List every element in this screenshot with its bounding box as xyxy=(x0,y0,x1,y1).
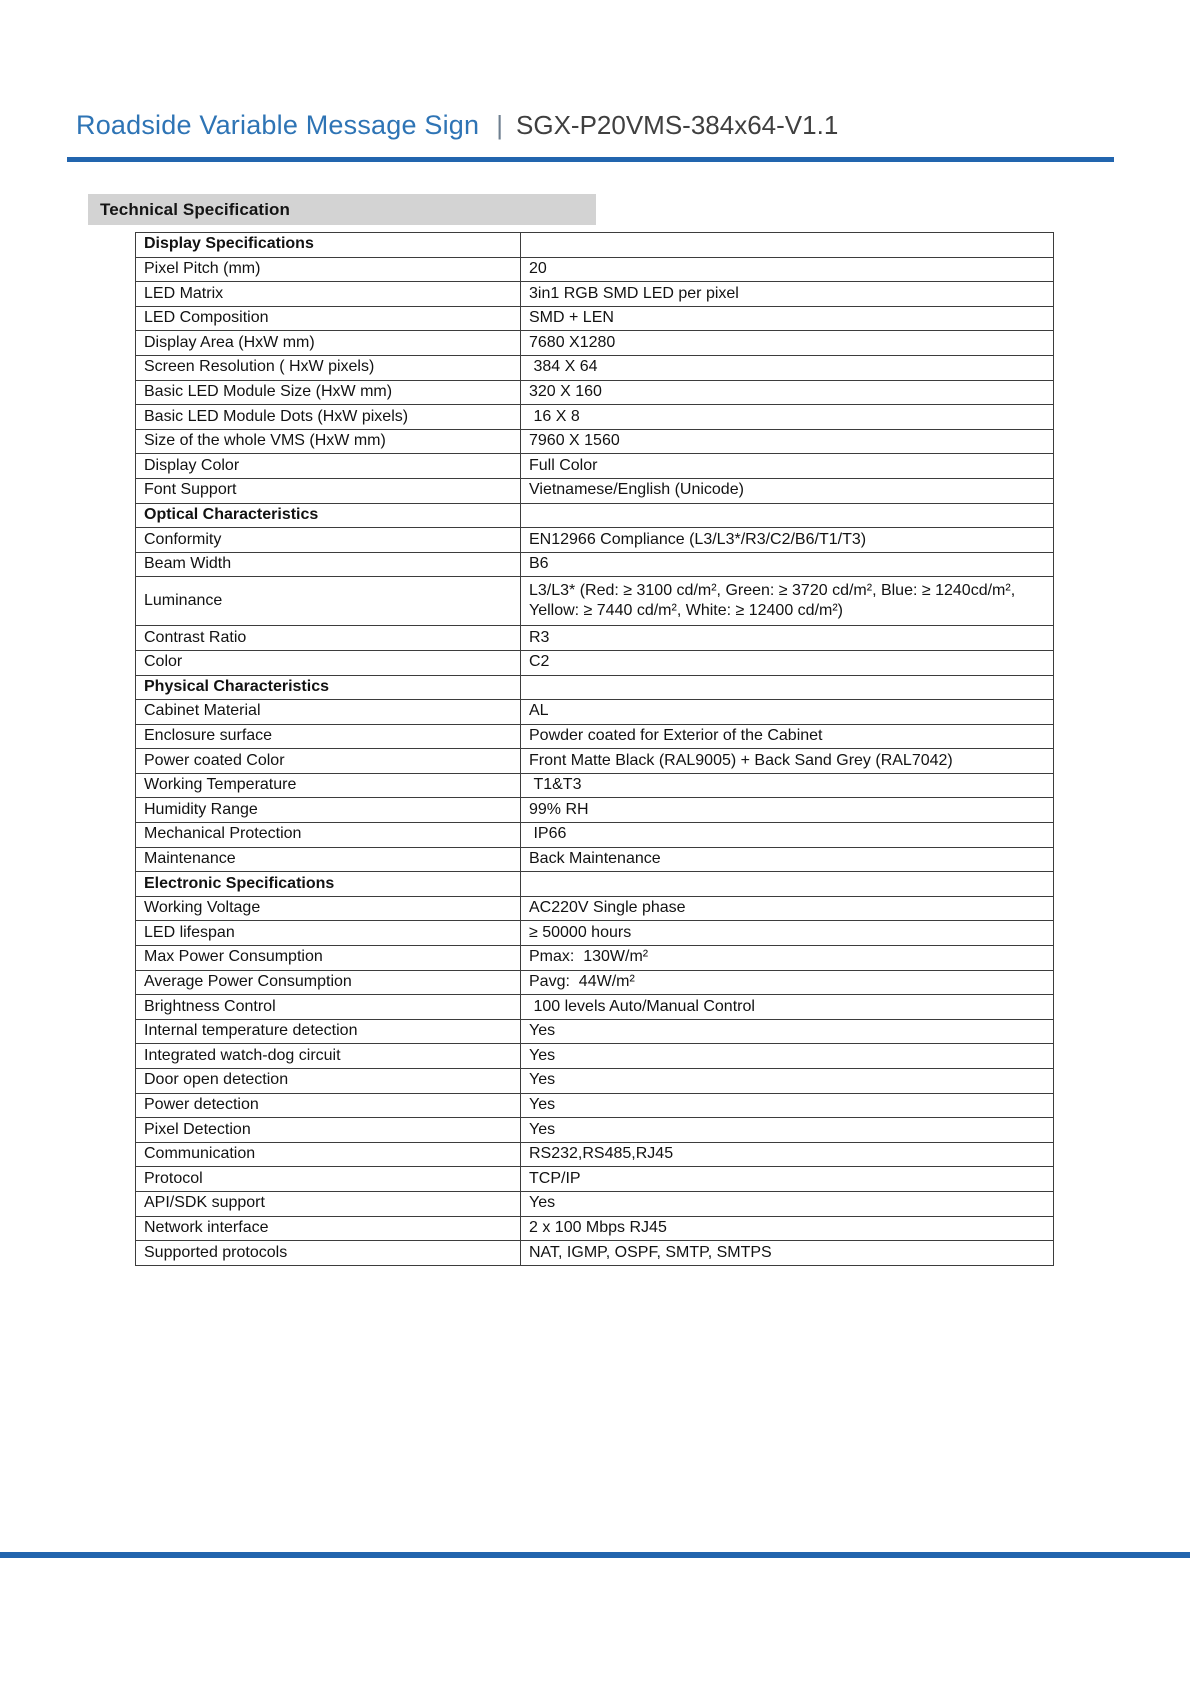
spec-value-cell: EN12966 Compliance (L3/L3*/R3/C2/B6/T1/T3) xyxy=(521,528,1054,553)
spec-value-cell: NAT, IGMP, OSPF, SMTP, SMTPS xyxy=(521,1241,1054,1266)
spec-value-cell: C2 xyxy=(521,650,1054,675)
table-row xyxy=(136,896,1054,921)
spec-value-cell: Front Matte Black (RAL9005) + Back Sand Grey (RAL7042) xyxy=(521,749,1054,774)
table-row xyxy=(136,970,1054,995)
table-row xyxy=(136,995,1054,1020)
spec-label-cell: API/SDK support xyxy=(136,1191,521,1216)
spec-value-cell: Back Maintenance xyxy=(521,847,1054,872)
spec-value-cell: Powder coated for Exterior of the Cabinet xyxy=(521,724,1054,749)
section-header-technical-specification xyxy=(88,194,596,225)
table-row xyxy=(136,577,1054,626)
spec-label-cell: Working Temperature xyxy=(136,773,521,798)
table-row xyxy=(136,724,1054,749)
table-row xyxy=(136,257,1054,282)
table-row xyxy=(136,306,1054,331)
spec-label-cell: Average Power Consumption xyxy=(136,970,521,995)
spec-value-cell xyxy=(521,872,1054,897)
document-header xyxy=(76,110,838,141)
table-row xyxy=(136,355,1054,380)
table-row xyxy=(136,749,1054,774)
spec-value-cell: L3/L3* (Red: ≥ 3100 cd/m², Green: ≥ 3720 cd/m², Blue: ≥ 1240cd/m², Yellow: ≥ 7440 cd/m², White: ≥ 12400 cd/m²) xyxy=(521,577,1054,626)
spec-label-cell: Display Area (HxW mm) xyxy=(136,331,521,356)
table-row xyxy=(136,847,1054,872)
spec-value-cell: Full Color xyxy=(521,454,1054,479)
spec-value-cell: R3 xyxy=(521,626,1054,651)
table-row xyxy=(136,798,1054,823)
spec-value-cell: TCP/IP xyxy=(521,1167,1054,1192)
spec-label-cell: Optical Characteristics xyxy=(136,503,521,528)
table-row xyxy=(136,921,1054,946)
table-row xyxy=(136,626,1054,651)
table-section-row xyxy=(136,503,1054,528)
spec-value-cell: ≥ 50000 hours xyxy=(521,921,1054,946)
spec-table xyxy=(135,232,1054,1266)
spec-value-cell: T1&T3 xyxy=(521,773,1054,798)
spec-label-cell: Working Voltage xyxy=(136,896,521,921)
table-row xyxy=(136,1019,1054,1044)
spec-label-cell: Beam Width xyxy=(136,552,521,577)
table-row xyxy=(136,700,1054,725)
header-divider-rule xyxy=(67,157,1114,162)
spec-value-cell xyxy=(521,233,1054,258)
table-row xyxy=(136,1093,1054,1118)
spec-label-cell: Protocol xyxy=(136,1167,521,1192)
spec-label-cell: LED lifespan xyxy=(136,921,521,946)
spec-value-cell: RS232,RS485,RJ45 xyxy=(521,1142,1054,1167)
spec-value-cell: 99% RH xyxy=(521,798,1054,823)
spec-label-cell: Max Power Consumption xyxy=(136,946,521,971)
spec-label-cell: Door open detection xyxy=(136,1069,521,1094)
table-row xyxy=(136,454,1054,479)
spec-label-cell: Humidity Range xyxy=(136,798,521,823)
spec-label-cell: LED Composition xyxy=(136,306,521,331)
spec-value-cell: SMD + LEN xyxy=(521,306,1054,331)
table-row xyxy=(136,1069,1054,1094)
spec-label-cell: Network interface xyxy=(136,1216,521,1241)
table-row xyxy=(136,1044,1054,1069)
spec-value-cell: 384 X 64 xyxy=(521,355,1054,380)
spec-value-cell: IP66 xyxy=(521,823,1054,848)
spec-label-cell: Cabinet Material xyxy=(136,700,521,725)
spec-value-cell: AC220V Single phase xyxy=(521,896,1054,921)
spec-label-cell: Font Support xyxy=(136,478,521,503)
spec-value-cell: 20 xyxy=(521,257,1054,282)
table-row xyxy=(136,946,1054,971)
section-header-label: Technical Specification xyxy=(100,199,290,219)
footer-divider-rule xyxy=(0,1552,1190,1558)
spec-label-cell: Basic LED Module Dots (HxW pixels) xyxy=(136,405,521,430)
spec-value-cell: Vietnamese/English (Unicode) xyxy=(521,478,1054,503)
page-title: Roadside Variable Message Sign xyxy=(76,110,480,140)
spec-label-cell: Communication xyxy=(136,1142,521,1167)
table-row xyxy=(136,1241,1054,1266)
spec-label-cell: Size of the whole VMS (HxW mm) xyxy=(136,429,521,454)
spec-value-cell: B6 xyxy=(521,552,1054,577)
spec-label-cell: Supported protocols xyxy=(136,1241,521,1266)
spec-label-cell: Pixel Detection xyxy=(136,1118,521,1143)
spec-label-cell: Screen Resolution ( HxW pixels) xyxy=(136,355,521,380)
spec-label-cell: Color xyxy=(136,650,521,675)
spec-label-cell: Brightness Control xyxy=(136,995,521,1020)
spec-label-cell: Integrated watch-dog circuit xyxy=(136,1044,521,1069)
spec-label-cell: Luminance xyxy=(136,577,521,626)
spec-value-cell xyxy=(521,503,1054,528)
spec-value-cell: Yes xyxy=(521,1019,1054,1044)
table-row xyxy=(136,380,1054,405)
table-row xyxy=(136,1191,1054,1216)
spec-value-cell: 2 x 100 Mbps RJ45 xyxy=(521,1216,1054,1241)
spec-label-cell: Physical Characteristics xyxy=(136,675,521,700)
table-section-row xyxy=(136,675,1054,700)
spec-label-cell: Display Color xyxy=(136,454,521,479)
spec-label-cell: Power coated Color xyxy=(136,749,521,774)
spec-label-cell: Internal temperature detection xyxy=(136,1019,521,1044)
spec-value-cell: Yes xyxy=(521,1118,1054,1143)
spec-label-cell: LED Matrix xyxy=(136,282,521,307)
spec-value-cell xyxy=(521,675,1054,700)
product-model: SGX-P20VMS-384x64-V1.1 xyxy=(516,110,839,140)
spec-label-cell: Mechanical Protection xyxy=(136,823,521,848)
table-row xyxy=(136,282,1054,307)
table-row xyxy=(136,478,1054,503)
spec-value-cell: 100 levels Auto/Manual Control xyxy=(521,995,1054,1020)
spec-label-cell: Enclosure surface xyxy=(136,724,521,749)
spec-label-cell: Conformity xyxy=(136,528,521,553)
spec-value-cell: Yes xyxy=(521,1044,1054,1069)
spec-table-body xyxy=(136,233,1054,1266)
table-row xyxy=(136,1118,1054,1143)
table-row xyxy=(136,650,1054,675)
title-separator: | xyxy=(496,110,504,140)
spec-label-cell: Maintenance xyxy=(136,847,521,872)
spec-value-cell: 7680 X1280 xyxy=(521,331,1054,356)
spec-label-cell: Basic LED Module Size (HxW mm) xyxy=(136,380,521,405)
table-row xyxy=(136,528,1054,553)
table-row xyxy=(136,1216,1054,1241)
table-row xyxy=(136,405,1054,430)
spec-label-cell: Electronic Specifications xyxy=(136,872,521,897)
spec-value-cell: 7960 X 1560 xyxy=(521,429,1054,454)
spec-value-cell: 3in1 RGB SMD LED per pixel xyxy=(521,282,1054,307)
spec-value-cell: Pmax: 130W/m² xyxy=(521,946,1054,971)
spec-value-cell: Yes xyxy=(521,1069,1054,1094)
spec-value-cell: AL xyxy=(521,700,1054,725)
spec-value-cell: Pavg: 44W/m² xyxy=(521,970,1054,995)
spec-label-cell: Power detection xyxy=(136,1093,521,1118)
table-section-row xyxy=(136,872,1054,897)
spec-value-cell: Yes xyxy=(521,1093,1054,1118)
table-section-row xyxy=(136,233,1054,258)
spec-label-cell: Pixel Pitch (mm) xyxy=(136,257,521,282)
spec-value-cell: 16 X 8 xyxy=(521,405,1054,430)
table-row xyxy=(136,429,1054,454)
table-row xyxy=(136,1167,1054,1192)
spec-label-cell: Display Specifications xyxy=(136,233,521,258)
spec-label-cell: Contrast Ratio xyxy=(136,626,521,651)
table-row xyxy=(136,1142,1054,1167)
table-row xyxy=(136,331,1054,356)
table-row xyxy=(136,552,1054,577)
table-row xyxy=(136,823,1054,848)
spec-value-cell: 320 X 160 xyxy=(521,380,1054,405)
table-row xyxy=(136,773,1054,798)
spec-value-cell: Yes xyxy=(521,1191,1054,1216)
